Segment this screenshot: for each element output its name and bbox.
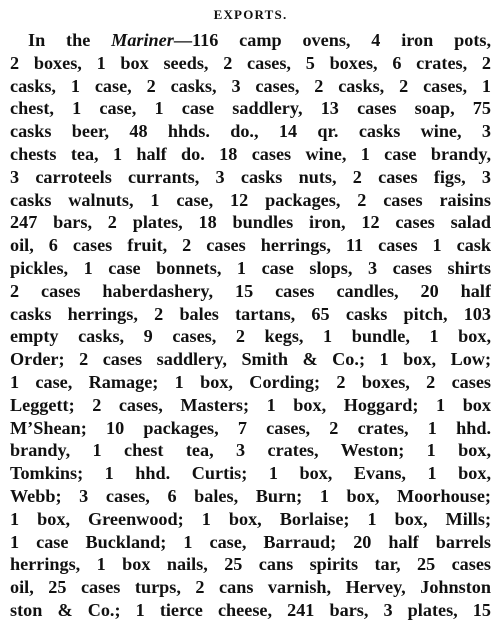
text-line: chests tea, 1 half do. 18 cases wine, 1 case brandy, [10,143,491,164]
text-line: 2 cases haberdashery, 15 cases candles, 20 half [10,280,491,301]
text-line: 1 case Buckland; 1 case, Barraud; 20 half barrels [10,531,491,552]
exports-paragraph [10,29,491,622]
text-line: 1 box, Greenwood; 1 box, Borlaise; 1 box, Mills; [10,508,491,529]
text-line: Webb; 3 cases, 6 bales, Burn; 1 box, Moorhouse; [10,485,491,506]
text-line: ston & Co.; 1 tierce cheese, 241 bars, 3 plates, 15 [10,599,491,620]
text-line: Tomkins; 1 hhd. Curtis; 1 box, Evans, 1 box, [10,463,491,484]
text-line: Order; 2 cases saddlery, Smith & Co.; 1 box, Low; [10,349,491,370]
text-line: 2 boxes, 1 box seeds, 2 cases, 5 boxes, 6 crates, 2 [10,52,491,73]
text-line: 247 bars, 2 plates, 18 bundles iron, 12 cases salad [10,212,491,233]
text-line: empty casks, 9 cases, 2 kegs, 1 bundle, 1 box, [10,326,491,347]
text-line: 3 carroteels currants, 3 casks nuts, 2 cases figs, 3 [10,166,491,187]
text-line: oil, 6 cases fruit, 2 cases herrings, 11 cases 1 cask [10,235,491,256]
ship-name: Mariner [111,30,174,50]
text-line: casks, 1 case, 2 casks, 3 cases, 2 casks, 2 cases, 1 [10,75,491,96]
text-line: brandy, 1 chest tea, 3 crates, Weston; 1 box, [10,440,491,461]
text-line: oil, 25 cases turps, 2 cans varnish, Hervey, Johnston [10,577,491,598]
text-line: casks walnuts, 1 case, 12 packages, 2 cases raisins [10,189,491,210]
text-line: In the Mariner—116 camp ovens, 4 iron pots, [28,30,491,50]
text-line: casks beer, 48 hhds. do., 14 qr. casks wine, 3 [10,121,491,142]
text-line: casks herrings, 2 bales tartans, 65 casks pitch, 103 [10,303,491,324]
text-line: chest, 1 case, 1 case saddlery, 13 cases soap, 75 [10,98,491,119]
section-heading: EXPORTS. [213,7,288,22]
text-line: M’Shean; 10 packages, 7 cases, 2 crates, 1 hhd. [10,417,491,438]
text-line: herrings, 1 box nails, 25 cans spirits tar, 25 cases [10,554,491,575]
text-line: Leggett; 2 cases, Masters; 1 box, Hoggard; 1 box [10,394,491,415]
text-line: pickles, 1 case bonnets, 1 case slops, 3 cases shirts [10,257,491,278]
text-line: 1 case, Ramage; 1 box, Cording; 2 boxes, 2 cases [10,371,491,392]
